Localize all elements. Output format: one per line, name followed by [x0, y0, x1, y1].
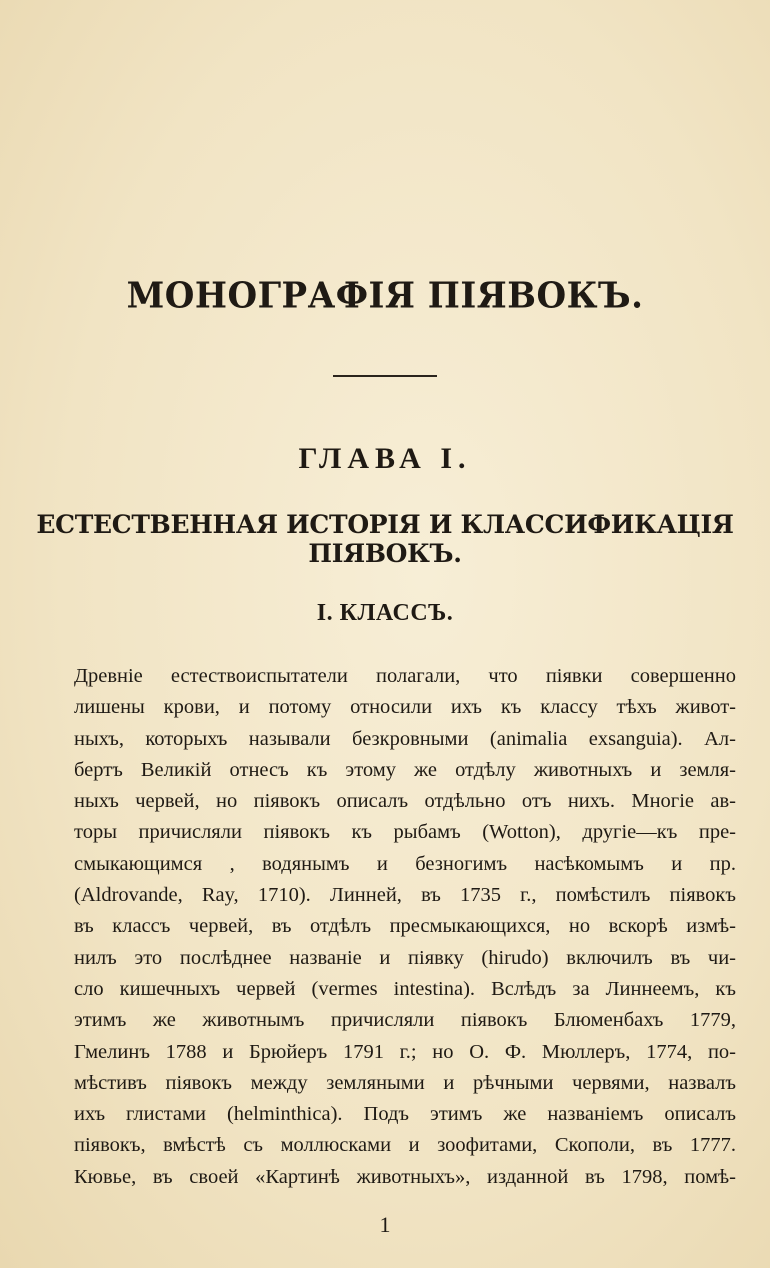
text-line: мѣстивъ піявокъ между земляными и рѣчными червями, назвалъ [74, 1071, 736, 1094]
text-line: (Aldrovande, Ray, 1710). Линней, въ 1735 г., помѣстилъ піявокъ [74, 884, 736, 907]
monograph-title: МОНОГРАФІЯ ПІЯВОКЪ. [126, 275, 644, 317]
text-line: этимъ же животнымъ причисляли піявокъ Блюменбахъ 1779, [74, 1009, 736, 1032]
text-line: лишены крови, и потому относили ихъ къ классу тѣхъ живот- [74, 696, 736, 719]
chapter-heading: ГЛАВА I. [298, 442, 472, 475]
text-line: Гмелинъ 1788 и Брюйеръ 1791 г.; но О. Ф. Мюллеръ, 1774, по- [74, 1040, 736, 1063]
page-number: 1 [379, 1212, 391, 1237]
text-line: піявокъ, вмѣстѣ съ моллюсками и зоофитами, Скополи, въ 1777. [74, 1134, 736, 1157]
text-line: смыкающимся , водянымъ и безногимъ насѣкомымъ и пр. [74, 852, 736, 875]
text-line: бертъ Великій отнесъ къ этому же отдѣлу животныхъ и земля- [74, 758, 736, 781]
text-line: въ классъ червей, въ отдѣлъ пресмыкающихся, но вскорѣ измѣ- [74, 915, 736, 938]
body-paragraph [74, 661, 736, 1193]
chapter-title: ЕСТЕСТВЕННАЯ ИСТОРІЯ И КЛАССИФИКАЦІЯ ПІЯВОКЪ. [36, 510, 734, 568]
text-line: ныхъ червей, но піявокъ описалъ отдѣльно отъ нихъ. Многіе ав- [74, 790, 736, 813]
section-heading: I. КЛАССЪ. [316, 600, 454, 626]
text-line: сло кишечныхъ червей (vermes intestina). Вслѣдъ за Линнеемъ, къ [74, 977, 736, 1000]
text-line: Древніе естествоиспытатели полагали, что піявки совершенно [74, 665, 736, 687]
text-line: ихъ глистами (helminthica). Подъ этимъ же названіемъ описалъ [74, 1103, 736, 1126]
title-divider [333, 375, 437, 377]
text-line: нилъ это послѣднее названіе и піявку (hirudo) включилъ въ чи- [74, 946, 736, 969]
text-line: Кювье, въ своей «Картинѣ животныхъ», изданной въ 1798, помѣ- [74, 1165, 736, 1188]
text-line: ныхъ, которыхъ называли безкровными (animalia exsanguia). Ал- [74, 727, 736, 750]
text-line: торы причисляли піявокъ къ рыбамъ (Wotton), другіе—къ пре- [74, 821, 736, 844]
